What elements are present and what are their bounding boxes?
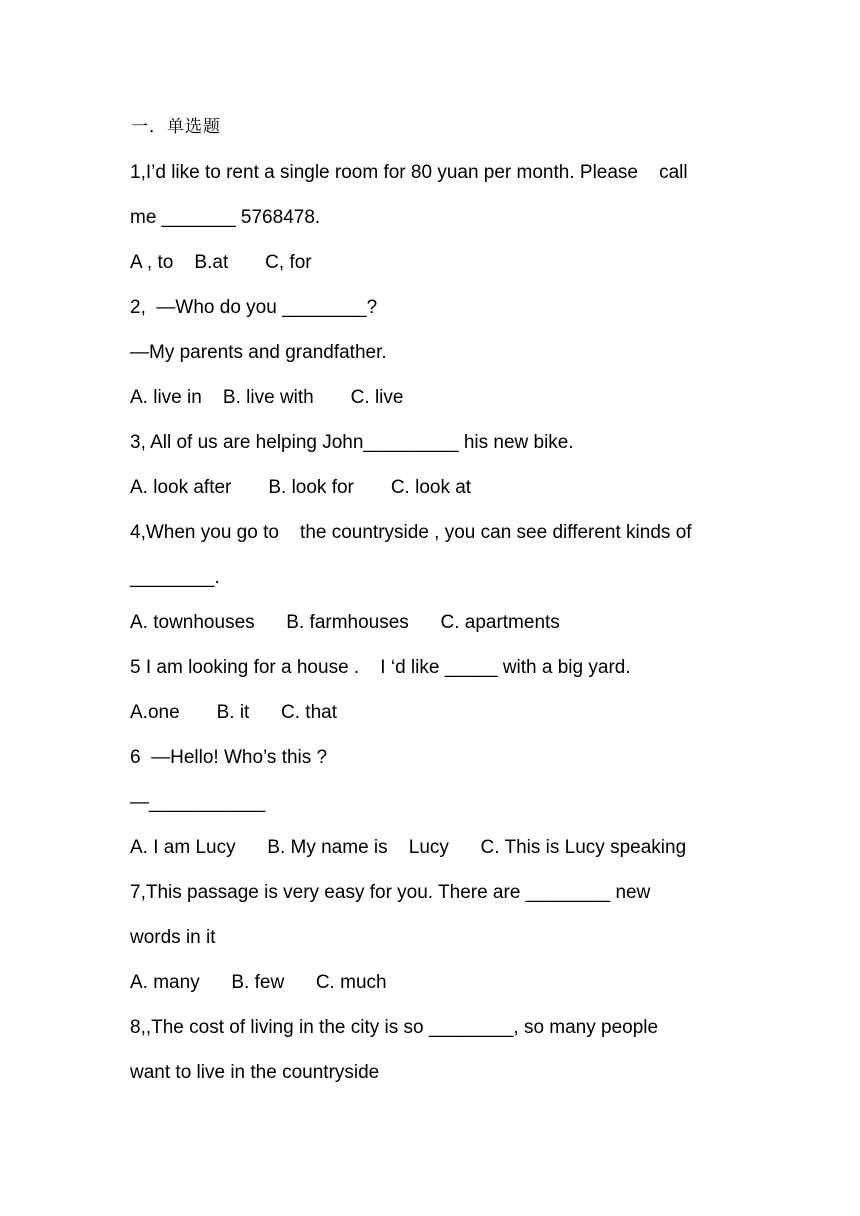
question-4-line-2: ________. (130, 567, 220, 588)
question-2-line-1: 2, —Who do you ________? (130, 297, 378, 318)
question-2-options: A. live in B. live with C. live (130, 387, 404, 408)
question-8-line-1: 8,,The cost of living in the city is so ________, so many people (130, 1017, 659, 1038)
question-5-options: A.one B. it C. that (130, 702, 337, 723)
question-5-line: 5 I am looking for a house . I ‘d like _____ with a big yard. (130, 657, 631, 678)
question-1-line-2: me _______ 5768478. (130, 207, 321, 228)
question-7-line-1: 7,This passage is very easy for you. There are ________ new (130, 882, 651, 903)
question-2-line-2: —My parents and grandfather. (130, 342, 387, 363)
question-6-options: A. I am Lucy B. My name is Lucy C. This is Lucy speaking (130, 837, 687, 858)
question-6-line-2: —___________ (130, 792, 266, 813)
question-1-options: A , to B.at C, for (130, 252, 312, 273)
question-3-options: A. look after B. look for C. look at (130, 477, 472, 498)
question-1-line-1: 1,I’d like to rent a single room for 80 yuan per month. Please call (130, 162, 688, 183)
question-7-line-2: words in it (130, 927, 216, 948)
question-8-line-2: want to live in the countryside (130, 1062, 380, 1083)
question-6-line-1: 6 —Hello! Who’s this ? (130, 747, 328, 768)
question-3-line: 3, All of us are helping John_________ his new bike. (130, 432, 574, 453)
question-4-options: A. townhouses B. farmhouses C. apartments (130, 612, 560, 633)
question-4-line-1: 4,When you go to the countryside , you can see different kinds of (130, 522, 692, 543)
question-7-options: A. many B. few C. much (130, 972, 387, 993)
section-heading: 一．单选题 (131, 117, 221, 137)
